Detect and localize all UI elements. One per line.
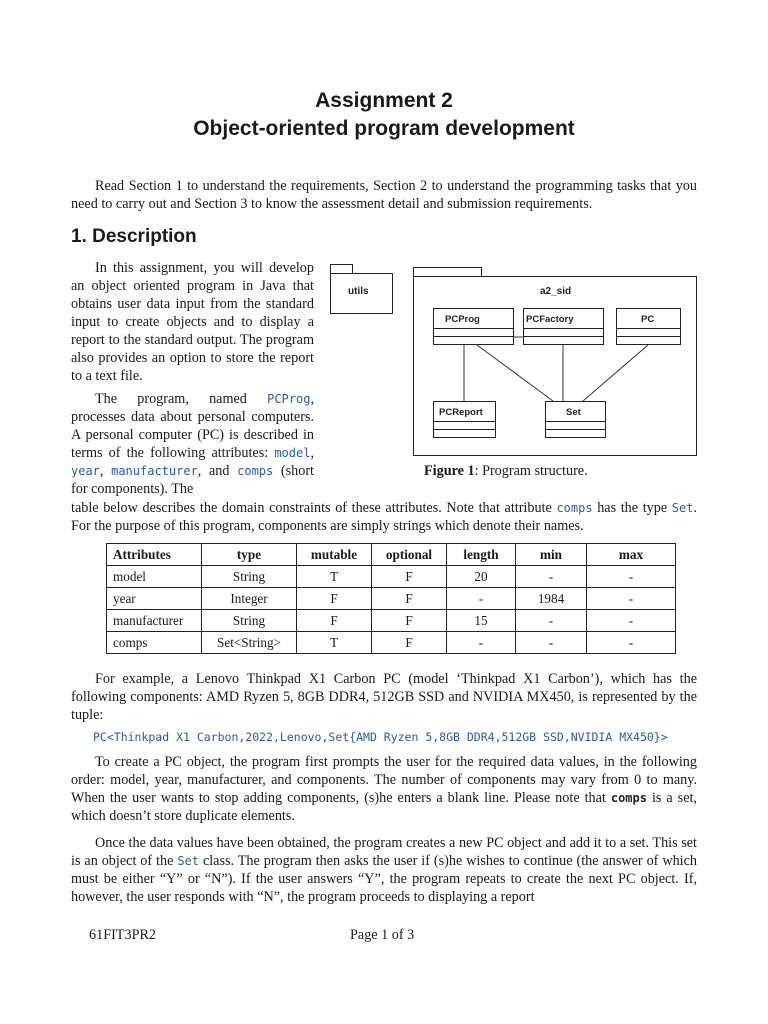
a2sid-package-label: a2_sid	[540, 286, 572, 297]
text-span: class. The program then asks the user if (s)he wishes to continue (the answer of which must be either “Y” or “N”). If the user answers “Y”, the program repeats to create the next PC object. If, however, the user responds with “N”, the program proceeds to displaying a report	[71, 853, 697, 905]
once-paragraph	[71, 834, 697, 906]
section-heading-description: 1. Description	[71, 226, 197, 247]
table-cell: F	[297, 588, 372, 610]
table-header-cell: length	[447, 544, 516, 566]
class-pcprog	[434, 309, 514, 345]
table-cell: manufacturer	[107, 610, 202, 632]
description-paragraph-3	[71, 499, 697, 535]
table-row	[107, 632, 676, 654]
code-comps: comps	[556, 501, 593, 515]
code-comps: comps	[610, 791, 647, 805]
document-subtitle: Object-oriented program development	[193, 117, 575, 140]
table-cell: Integer	[202, 588, 297, 610]
table-cell: -	[587, 610, 676, 632]
footer-page-number: Page 1 of 3	[350, 927, 415, 943]
table-cell: -	[587, 566, 676, 588]
table-cell: -	[587, 588, 676, 610]
table-cell: F	[372, 610, 447, 632]
example-paragraph: For example, a Lenovo Thinkpad X1 Carbon PC (model ‘Thinkpad X1 Carbon’), which has the following components: AMD Ryzen 5, 8GB DDR4, 512GB SSD and NVIDIA MX450, is represented by the tuple:	[71, 671, 697, 723]
table-header-cell: max	[587, 544, 676, 566]
table-cell: -	[516, 632, 587, 654]
table-header-cell: type	[202, 544, 297, 566]
class-pcfactory	[524, 309, 604, 345]
table-cell: F	[372, 632, 447, 654]
class-pcprog-label: PCProg	[445, 314, 480, 325]
document-title: Assignment 2	[315, 89, 453, 112]
table-row	[107, 566, 676, 588]
utils-package-label: utils	[348, 286, 369, 297]
create-paragraph	[71, 753, 697, 825]
table-cell: 20	[447, 566, 516, 588]
table-cell: 1984	[516, 588, 587, 610]
code-year: year	[71, 464, 100, 478]
footer-course-code: 61FIT3PR2	[89, 927, 157, 943]
text-span: Once the data values have been obtained, the program creates a new PC object and add it to a set. This set is an object of the	[71, 835, 697, 869]
table-cell: year	[107, 588, 202, 610]
a2sid-package-diagram	[413, 267, 697, 457]
text-span: To create a PC object, the program first prompts the user for the required data values, in the following order: model, year, manufacturer, and components. The number of components may vary from 0 to many. When the user wants to stop adding components, (s)he enters a blank line. Please note that	[71, 754, 697, 806]
class-pc	[617, 309, 681, 345]
text-span: has the type	[592, 500, 672, 516]
table-header-cell: min	[516, 544, 587, 566]
description-paragraph-1: In this assignment, you will develop an object oriented program in Java that obtains user data input from the standard input to create objects and to display a report to the standard output. The program also provides an option to store the report to a text file.	[71, 260, 314, 384]
table-cell: F	[372, 588, 447, 610]
text-span: (short for components). The	[71, 463, 314, 497]
table-header	[107, 544, 676, 566]
table-cell: -	[587, 632, 676, 654]
text-span: , processes data about personal computers. A personal computer (PC) is described in terms of the following attributes:	[71, 391, 314, 461]
example-tuple-code: PC<Thinkpad X1 Carbon,2022,Lenovo,Set{AMD Ryzen 5,8GB DDR4,512GB SSD,NVIDIA MX450}>	[93, 730, 668, 744]
table-cell: -	[447, 588, 516, 610]
attributes-table	[106, 543, 676, 654]
figure-caption-text: : Program structure.	[474, 463, 588, 479]
table-cell: 15	[447, 610, 516, 632]
figure-caption-label: Figure 1	[424, 463, 475, 479]
text-span: . For the purpose of this program, components are simply strings which denote their names.	[71, 500, 698, 534]
code-pcprog: PCProg	[267, 392, 311, 406]
text-span: ,	[310, 445, 314, 461]
text-span: , and	[197, 463, 238, 479]
table-header-row	[107, 544, 676, 566]
table-body	[107, 566, 676, 654]
table-cell: comps	[107, 632, 202, 654]
code-model: model	[274, 446, 311, 460]
table-row	[107, 610, 676, 632]
text-span: The program, named	[95, 391, 268, 407]
class-pc-label: PC	[641, 314, 655, 325]
description-paragraph-2	[71, 390, 314, 498]
figure-caption	[424, 463, 588, 480]
table-row	[107, 588, 676, 610]
table-cell: -	[516, 610, 587, 632]
class-set-label: Set	[566, 407, 581, 418]
table-cell: model	[107, 566, 202, 588]
class-pcreport-label: PCReport	[439, 407, 483, 418]
table-cell: Set<String>	[202, 632, 297, 654]
utils-package-tab	[331, 265, 353, 274]
table-cell: String	[202, 566, 297, 588]
class-pcreport	[434, 402, 496, 438]
code-manufacturer: manufacturer	[111, 464, 198, 478]
text-span: is a set, which doesn’t store duplicate elements.	[71, 790, 697, 824]
table-cell: T	[297, 566, 372, 588]
table-cell: -	[516, 566, 587, 588]
code-set: Set	[671, 501, 694, 515]
table-cell: -	[447, 632, 516, 654]
table-cell: T	[297, 632, 372, 654]
utils-package-diagram	[330, 264, 395, 316]
code-comps: comps	[237, 464, 274, 478]
text-span: ,	[99, 463, 112, 479]
text-span: table below describes the domain constraints of these attributes. Note that attribute	[71, 500, 557, 516]
table-header-cell: Attributes	[107, 544, 202, 566]
table-cell: F	[297, 610, 372, 632]
class-set	[546, 402, 606, 438]
intro-paragraph: Read Section 1 to understand the requirements, Section 2 to understand the programming tasks that you need to carry out and Section 3 to know the assessment detail and submission requirements.	[71, 178, 697, 212]
class-pcfactory-label: PCFactory	[526, 314, 574, 325]
table-header-cell: optional	[372, 544, 447, 566]
table-header-cell: mutable	[297, 544, 372, 566]
a2sid-package-tab	[414, 268, 482, 277]
code-set: Set	[177, 854, 200, 868]
table-cell: F	[372, 566, 447, 588]
table-cell: String	[202, 610, 297, 632]
